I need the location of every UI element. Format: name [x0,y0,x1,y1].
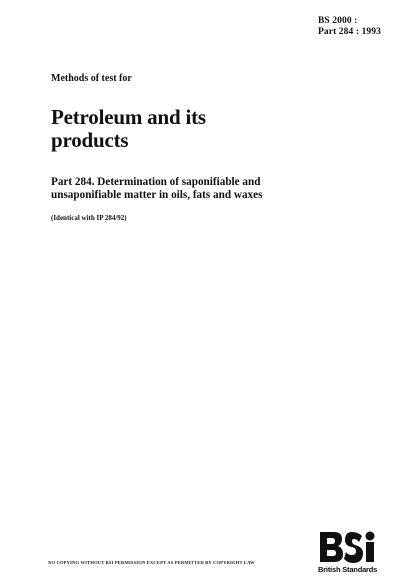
part-line-2: unsaponifiable matter in oils, fats and waxes [51,189,263,201]
series-heading: Methods of test for [51,73,132,84]
part-heading [51,176,262,202]
identical-note: (Identical with IP 284/92) [51,214,127,222]
standard-number: BS 2000 : [318,16,358,26]
standard-reference [318,16,381,38]
title-line-2: products [51,128,129,152]
standard-part-year: Part 284 : 1993 [318,27,381,37]
bsi-logo-caption: British Standards [318,565,378,574]
document-title [51,106,206,152]
part-line-1: Part 284. Determination of saponifiable and [51,176,261,188]
bsi-logo-mark [318,530,380,564]
title-line-1: Petroleum and its [51,105,206,129]
copyright-notice: NO COPYING WITHOUT BSI PERMISSION EXCEPT AS PERMITTED BY COPYRIGHT LAW [48,560,255,565]
